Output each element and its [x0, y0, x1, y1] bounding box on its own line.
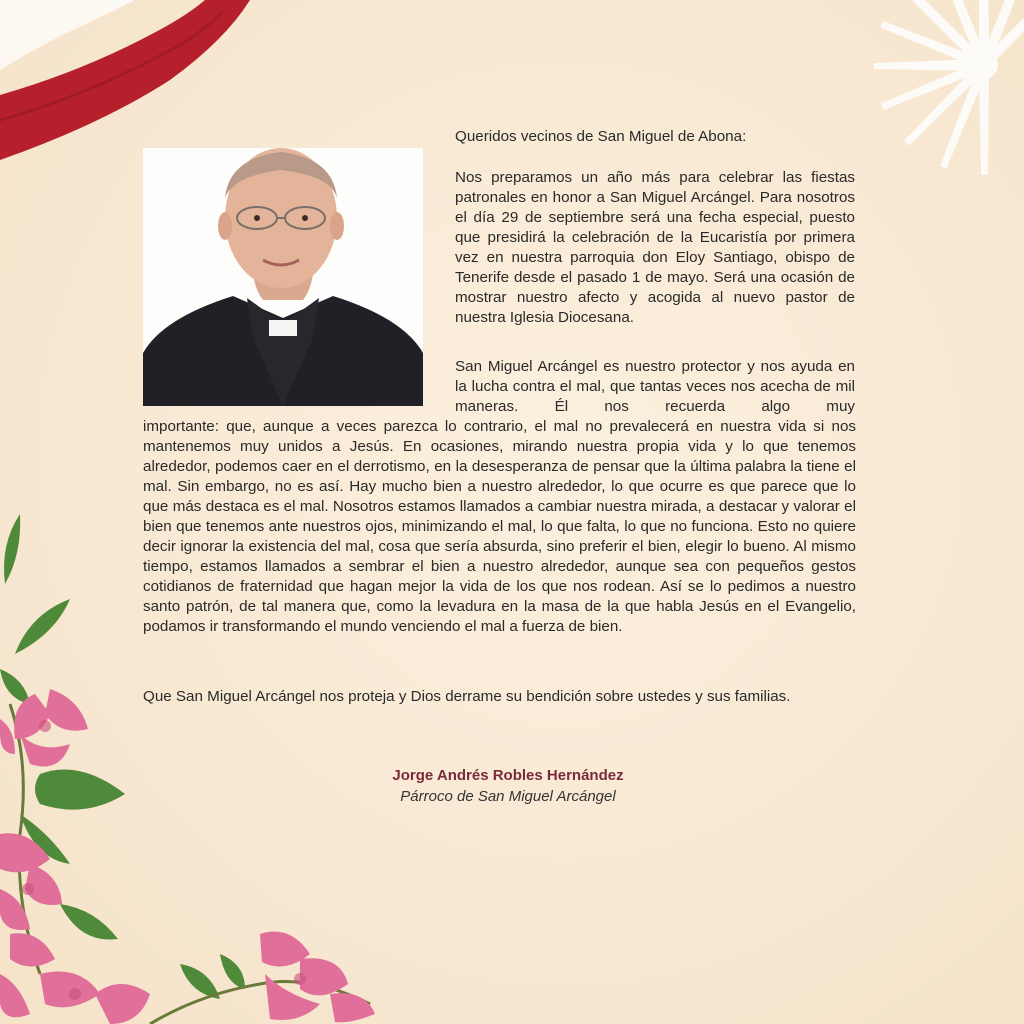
priest-portrait-photo: [143, 148, 423, 406]
letter-paragraph-1: Nos preparamos un año más para celebrar las fiestas patronales en honor a San Miguel Arcángel. Para nosotros el día 29 de septiembre será una fecha especial, puesto que presidirá la celebración de la Eucaristía por primera vez en nuestra parroquia don Eloy Santiago, obispo de Tenerife desde el pasado 1 de mayo. Será una ocasión de mostrar nuestro afecto y acogida al nuevo pastor de nuestra Iglesia Diocesana.: [455, 169, 855, 326]
sunburst-decoration: [834, 0, 1024, 220]
letter-paragraph-2-top: San Miguel Arcángel es nuestro protector y nos ayuda en la lucha contra el mal, que tantas veces nos acecha de mil maneras. Él nos recuerda algo muy: [455, 358, 855, 415]
signature-title: Párroco de San Miguel Arcángel: [400, 788, 616, 805]
letter-greeting: Queridos vecinos de San Miguel de Abona:: [455, 128, 747, 145]
signature-name: Jorge Andrés Robles Hernández: [392, 767, 624, 784]
letter-closing: Que San Miguel Arcángel nos proteja y Dios derrame su bendición sobre ustedes y sus familias.: [143, 688, 791, 705]
letter-paragraph-2-rest: importante: que, aunque a veces parezca lo contrario, el mal no prevalecerá en nuestra vida si nos mantenemos muy unidos a Jesús. En ocasiones, mirando nuestra propia vida y lo que tenemos alrededor, podemos caer en el derrotismo, en la desesperanza de pensar que la última palabra la tiene el mal. Sin embargo, no es así. Hay mucho bien a nuestro alrededor, lo que ocurre es que parece que lo que más destaca es el mal. Nosotros estamos llamados a cambiar nuestra mirada, a destacar y valorar el bien que tenemos ante nuestros ojos, minimizando el mal, lo que falta, lo que no funciona. Esto no quiere decir ignorar la existencia del mal, cosa que sería absurda, sino preferir el bien, elegir lo bueno. Al mismo tiempo, estamos llamados a sembrar el bien a nuestro alrededor, aunque sea con pequeños gestos cotidianos de fraternidad que hagan mejor la vida de los que nos rodean. Así se lo pedimos a nuestro santo patrón, de tal manera que, como la levadura en la masa de la que habla Jesús en el Evangelio, podamos ir transformando el mundo venciendo el mal a fuerza de bien.: [143, 418, 856, 635]
ribbon-decoration: [0, 0, 260, 170]
